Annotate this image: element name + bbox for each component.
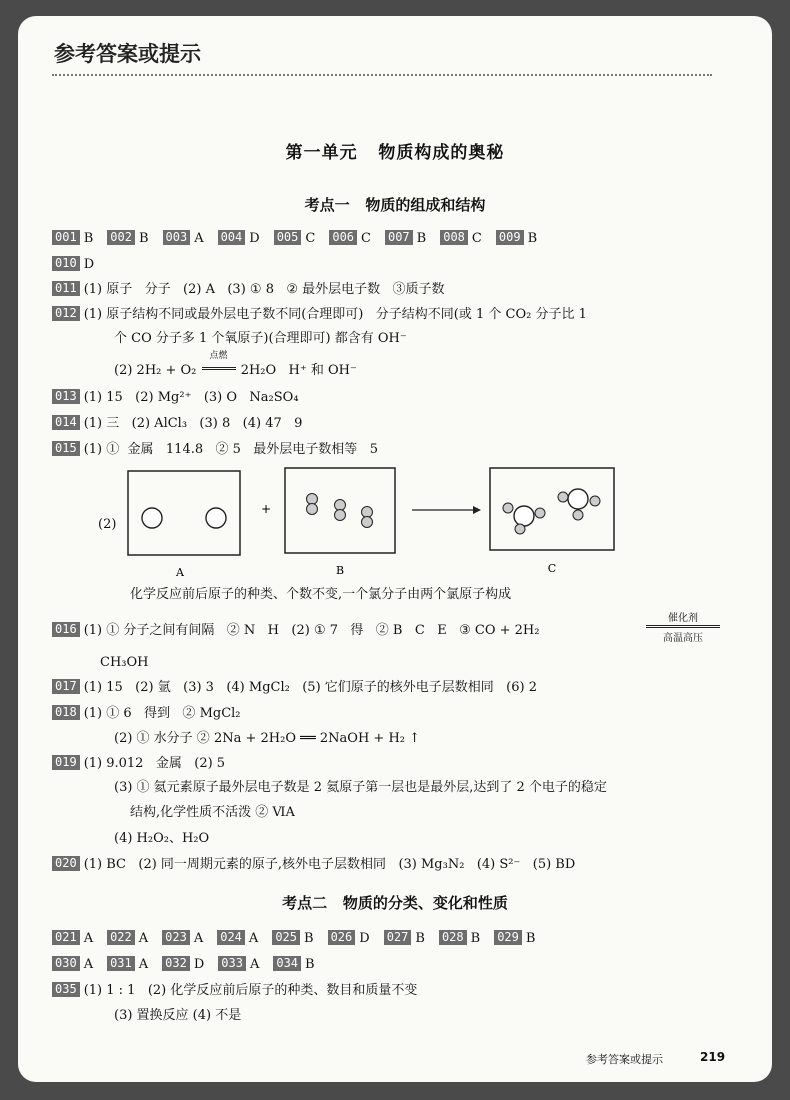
mc-answer-029 [494,930,535,948]
answer-value: B [304,931,314,946]
question-number: 027 [384,930,412,945]
answer-value: A [138,931,149,946]
answer-text: (1) ① 金属 114.8 ② 5 最外层电子数相等 5 [83,442,378,457]
atom [335,500,346,511]
part-2-label: (2) [98,517,117,532]
question-number: 021 [52,930,80,945]
answer-value: B [416,231,427,246]
question-number: 014 [52,415,80,430]
mc-answer-026 [328,930,370,948]
mc-answer-027 [384,930,425,948]
atom [590,496,600,506]
label-b: B [335,564,345,577]
condition-top: 催化剂 [668,613,698,624]
answer-value: A [83,931,94,946]
question-number: 008 [440,230,468,245]
question-number: 023 [162,930,190,945]
answer-value: C [305,231,316,246]
footer-label: 参考答案或提示 [586,1053,663,1066]
condition-text: 点燃 [209,351,228,361]
answer-value: D [249,231,260,246]
answer-016 [52,622,539,640]
answer-016-line-2: CH₃OH [100,655,149,670]
question-number: 025 [272,930,300,945]
answer-019-line-4: (4) H₂O₂、H₂O [114,831,210,846]
question-number: 034 [273,956,301,971]
atom [515,524,525,534]
question-number: 006 [329,230,357,245]
atom [335,510,346,521]
answer-value: B [527,231,538,246]
answer-value: B [138,231,149,246]
label-c: C [547,562,557,575]
section-title-2: 考点二 物质的分类、变化和性质 [282,894,508,912]
question-number: 030 [52,956,80,971]
plus-sign: + [261,502,272,516]
atom [362,517,373,528]
question-number: 024 [217,930,245,945]
question-number: 015 [52,441,80,456]
atom [568,489,588,509]
question-number: 020 [52,856,80,871]
question-number: 018 [52,705,80,720]
answer-019-line-1 [52,755,225,773]
arrow-head-icon [473,506,481,514]
answer-text: (1) 15 (2) 氩 (3) 3 (4) MgCl₂ (5) 它们原子的核外电子层数相同 (6) 2 [83,680,537,695]
answer-text: (1) ① 分子之间有间隔 ② N H (2) ① 7 得 ② B C E ③ CO + 2H₂ [83,623,540,638]
question-number: 002 [107,230,135,245]
atom [142,508,162,528]
question-number: 033 [218,956,246,971]
question-number: 004 [218,230,246,245]
answer-018-line-2: (2) ① 水分子 ② 2Na + 2H₂O ══ 2NaOH + H₂ ↑ [114,731,421,746]
answer-value: A [194,231,204,246]
question-number: 022 [107,930,135,945]
mc-answer-033 [218,956,259,974]
answer-020 [52,856,575,874]
answer-value: D [193,957,205,972]
question-number: 019 [52,755,80,770]
question-number: 005 [274,230,302,245]
answer-value: A [249,957,260,972]
question-number: 016 [52,622,80,637]
mc-answer-024 [217,930,258,948]
answer-value: B [305,957,315,972]
atom [514,506,534,526]
answer-value: A [83,957,94,972]
page-header-title: 参考答案或提示 [54,42,201,66]
mc-row-2 [52,930,549,948]
mc-answer-025 [272,930,313,948]
reaction-condition-016 [646,609,720,644]
equation-right: 2H₂O H⁺ 和 OH⁻ [240,363,357,378]
mc-answer-030 [52,956,93,974]
answer-text: (1) 9.012 金属 (2) 5 [83,756,226,771]
mc-answer-022 [107,930,148,948]
mc-answer-021 [52,930,93,948]
atom [206,508,226,528]
question-number: 026 [328,930,356,945]
section-title-1: 考点一 物质的组成和结构 [304,196,486,214]
unit-title: 第一单元 物质构成的奥秘 [285,143,505,163]
molecule-diagram [18,16,772,616]
atom [307,494,318,505]
question-number: 010 [52,256,80,271]
mc-answer-034 [273,956,314,974]
answer-value: C [471,231,482,246]
answer-value: B [83,231,94,246]
question-number: 013 [52,389,80,404]
question-number: 001 [52,230,80,245]
answer-018-line-1 [52,705,241,723]
mc-answer-032 [162,956,204,974]
answer-text: (1) 原子 分子 (2) A (3) ① 8 ② 最外层电子数 ③质子数 [83,282,445,297]
answer-value: D [83,257,95,272]
mc-row-3 [52,956,329,974]
mc-answer-028 [439,930,480,948]
answer-035-line-2: (3) 置换反应 (4) 不是 [114,1008,242,1023]
question-number: 017 [52,679,80,694]
question-number: 029 [494,930,522,945]
answer-017 [52,679,537,697]
question-number: 011 [52,281,80,296]
answer-019-line-3: 结构,化学性质不活泼 ② ⅥA [130,805,295,820]
equation-left: (2) 2H₂ + O₂ [114,363,197,378]
answer-text: (1) BC (2) 同一周期元素的原子,核外电子层数相同 (3) Mg₃N₂ (4) S²⁻ (5) BD [83,857,576,872]
answer-text: (1) ① 6 得到 ② MgCl₂ [83,706,241,721]
label-a: A [176,566,184,579]
answer-text: (1) 1 : 1 (2) 化学反应前后原子的种类、数目和质量不变 [83,983,418,998]
atom [503,503,513,513]
atom [362,507,373,518]
answer-text: (1) 15 (2) Mg²⁺ (3) O Na₂SO₄ [83,390,299,405]
answer-019-line-2: (3) ① 氦元素原子最外层电子数是 2 氦原子第一层也是最外层,达到了 2 个电子的稳定 [114,780,607,795]
answer-value: B [415,931,425,946]
question-number: 032 [162,956,190,971]
page-number: 219 [700,1050,726,1064]
question-number: 009 [496,230,524,245]
mc-answer-023 [162,930,203,948]
answer-value: D [359,931,370,946]
atom [307,504,318,515]
answer-value: B [525,931,536,946]
answer-value: A [248,931,259,946]
answer-value: A [138,957,149,972]
question-number: 012 [52,306,80,321]
question-number: 007 [385,230,413,245]
condition-bottom: 高温高压 [663,633,703,644]
answer-035-line-1 [52,982,417,1000]
atom [573,510,583,520]
question-number: 035 [52,982,80,997]
atom [558,492,568,502]
question-number: 031 [107,956,135,971]
atom [535,508,545,518]
answer-012-line-2: 个 CO 分子多 1 个氧原子)(合理即可) 都含有 OH⁻ [114,331,407,346]
answer-text: (1) 原子结构不同或最外层电子数不同(合理即可) 分子结构不同(或 1 个 CO₂ 分子比 1 [83,307,587,322]
question-number: 003 [163,230,191,245]
answer-015-conclusion: 化学反应前后原子的种类、个数不变,一个氯分子由两个氯原子构成 [130,587,512,602]
answer-value: A [193,931,204,946]
page [18,16,772,1082]
mc-answer-031 [107,956,148,974]
answer-text: (1) 三 (2) AlCl₃ (3) 8 (4) 47 9 [83,416,303,431]
question-number: 028 [439,930,467,945]
answer-value: C [361,231,371,246]
answer-value: B [470,931,481,946]
